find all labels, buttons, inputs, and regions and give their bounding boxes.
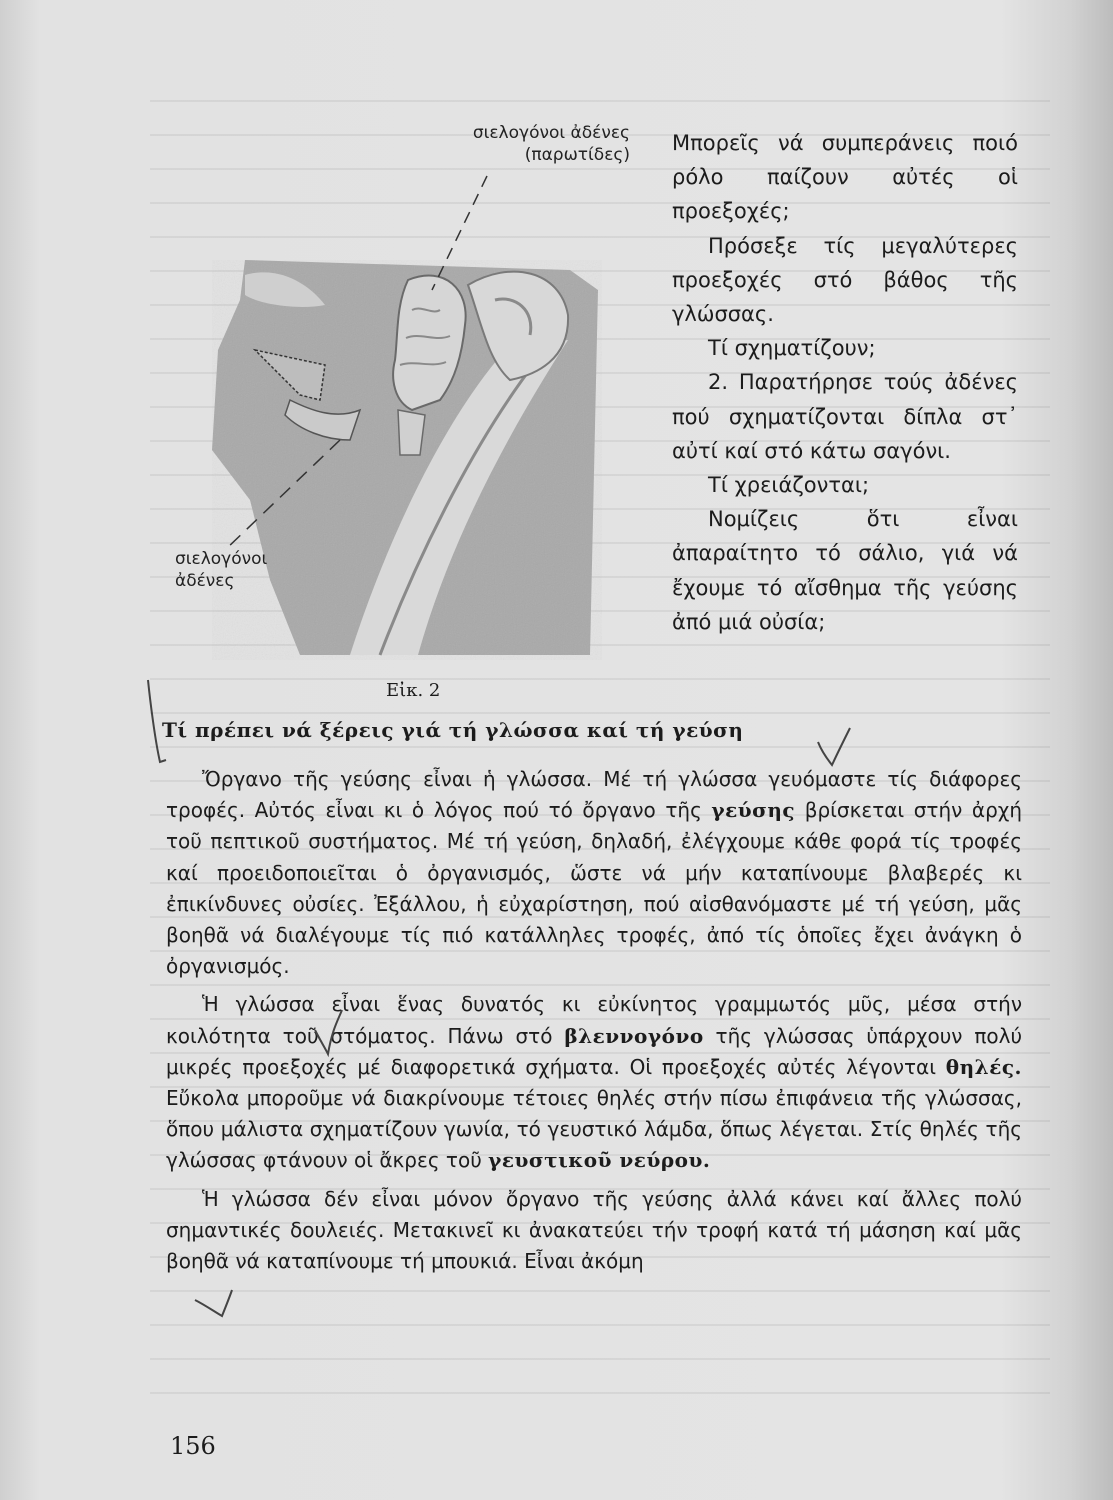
head-anatomy-figure	[150, 110, 630, 710]
sidebar-questions	[672, 126, 1018, 639]
sidebar-paragraph: Πρόσεξε τίς μεγαλύτερες προεξοχές στό βάθος τῆς γλώσσας.	[672, 233, 1018, 327]
salivary-label-line2: ἀδένες	[175, 571, 235, 591]
text-run: βρίσκεται στήν ἀρχή τοῦ πεπτικοῦ συστήματος. Μέ τή γεύση, δηλαδή, ἐλέγχουμε κάθε φορά τίς τροφές καί προειδοποιεῖται ὁ ὀργανισμός, ὥστε νά μήν καταπίνουμε βλαβερές κι ἐπικίνδυνες οὐσίες. Ἐξάλλου, ἡ εὐχαρίστηση, πού αἰσθανόμαστε μέ τή γεύση, μᾶς βοηθᾶ νά διαλέγουμε τίς πιό κατάλληλες τροφές, ἀπό τίς ὁποῖες ἔχει ἀνάγκη ὁ ὀργανισμός.	[166, 798, 1022, 979]
body-paragraph	[166, 989, 1022, 1176]
figure-caption: Εἰκ. 2	[386, 680, 441, 701]
bold-term: γευστικοῦ νεύρου.	[488, 1148, 711, 1173]
body-paragraph	[166, 764, 1022, 982]
salivary-label	[175, 548, 285, 592]
parotid-label-line1: σιελογόνοι ἀδένες	[472, 123, 630, 143]
sidebar-paragraph: Τί χρειάζονται;	[708, 473, 870, 498]
section-heading: Τί πρέπει νά ξέρεις γιά τή γλώσσα καί τή γεύση	[162, 718, 744, 742]
parotid-label	[420, 122, 630, 166]
text-run: Εὔκολα μποροῦμε νά διακρίνουμε τέτοιες θηλές στήν πίσω ἐπιφάνεια τῆς γλώσσας, ὅπου μάλιστα σχηματίζουν γωνία, τό γευστικό λάμδα, ὅπως λέγεται. Στίς θηλές τῆς γλώσσας φτάνουν οἱ ἄκρες τοῦ	[166, 1086, 1022, 1173]
submandibular-gland	[398, 410, 425, 455]
sidebar-paragraph: Μπορεῖς νά συμπεράνεις ποιό ρόλο παίζουν αὐτές οἱ προεξοχές;	[672, 131, 1018, 224]
text-run: Ὄργανο τῆς γεύσης εἶναι ἡ γλώσσα. Μέ τή γλώσσα γευόμαστε τίς διάφορες τροφές. Αὐτός εἶναι κι ὁ λόγος πού τό ὄργανο τῆς	[166, 767, 1022, 823]
bold-term: θηλές.	[945, 1054, 1022, 1079]
body-paragraph: Ἡ γλώσσα δέν εἶναι μόνον ὄργανο τῆς γεύσης ἀλλά κάνει καί ἄλλες πολύ σημαντικές δουλειές. Μετακινεῖ κι ἀνακατεύει τήν τροφή κατά τή μάσηση καί μᾶς βοηθᾶ νά καταπίνουμε τή μπουκιά. Εἶναι ἀκόμη	[166, 1186, 1022, 1274]
text-run: τῆς γλώσσας ὑπάρχουν πολύ μικρές προεξοχές μέ διαφορετικά σχήματα. Οἱ προεξοχές αὐτές λέγονται	[166, 1023, 1023, 1079]
page-number: 156	[170, 1432, 216, 1460]
text-run: Ἡ γλώσσα εἶναι ἕνας δυνατός κι εὐκίνητος γραμμωτός μῦς, μέσα στήν κοιλότητα τοῦ στόματος. Πάνω στό	[166, 992, 1022, 1048]
parotid-label-line2: (παρωτίδες)	[524, 145, 630, 165]
sidebar-paragraph: 2. Παρατήρησε τούς ἀδένες πού σχηματίζονται δίπλα στ᾽ αὐτί καί στό κάτω σαγόνι.	[672, 370, 1018, 463]
sidebar-paragraph: Νομίζεις ὅτι εἶναι ἀπαραίτητο τό σάλιο, γιά νά ἔχουμε τό αἴσθημα τῆς γεύσης ἀπό μιά οὐσία;	[672, 507, 1018, 634]
body-text	[166, 764, 1022, 1284]
bold-term: βλεννογόνο	[564, 1023, 704, 1048]
anatomy-illustration	[150, 110, 630, 710]
sidebar-paragraph: Τί σχηματίζουν;	[708, 336, 876, 361]
salivary-label-line1: σιελογόνοι	[175, 549, 268, 569]
bold-term: γεύσης	[711, 798, 796, 823]
